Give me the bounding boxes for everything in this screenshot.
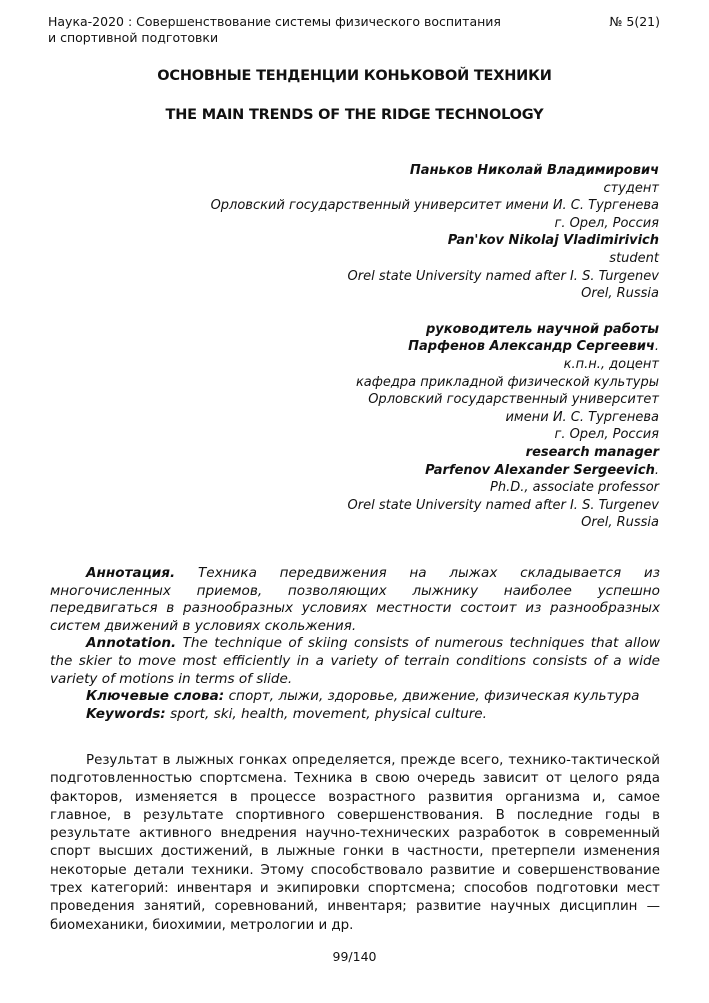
annotation-text-ru: Техника передвижения на лыжах складывается из многочисленных приемов, позволяющих лыжнику наиболее успешно передвигаться в разнообразных условиях местности состоит из разнообразных систем движений в условиях скольжения. (50, 565, 660, 634)
supervisor-affiliation-en: Orel state University named after I. S. Turgenev (347, 497, 659, 513)
supervisor-university-ru-2: имени И. С. Тургенева (505, 409, 659, 425)
author-role-ru: студент (603, 180, 659, 196)
keywords-label-ru: Ключевые слова: (86, 688, 225, 705)
title-russian: ОСНОВНЫЕ ТЕНДЕНЦИИ КОНЬКОВОЙ ТЕХНИКИ (157, 68, 552, 84)
supervisor-label-en: research manager (525, 444, 659, 460)
author-affiliation-ru: Орловский государственный университет имени И. С. Тургенева (210, 198, 659, 214)
issue-number: № 5(21) (609, 14, 660, 29)
supervisor-university-ru-1: Орловский государственный университет (368, 392, 659, 408)
journal-title-line-2: и спортивной подготовки (48, 30, 219, 45)
title-english: THE MAIN TRENDS OF THE RIDGE TECHNOLOGY (165, 107, 544, 123)
keywords-label-en: Keywords: (86, 705, 166, 722)
supervisor-degree-en: Ph.D., associate professor (489, 480, 659, 496)
author-city-ru: г. Орел, Россия (554, 215, 659, 231)
author-city-en: Orel, Russia (581, 286, 659, 302)
keywords-ru (50, 688, 660, 706)
spacer (99, 303, 659, 321)
annotation-label-en: Annotation. (86, 635, 177, 652)
supervisor-name-en-line: Parfenov Alexander Sergeevich. (425, 462, 659, 478)
abstract-section (50, 565, 660, 723)
author-name-ru: Паньков Николай Владимирович (409, 163, 659, 178)
supervisor-name-en: Parfenov Alexander Sergeevich (425, 462, 655, 478)
supervisor-department-ru: кафедра прикладной физической культуры (355, 374, 659, 390)
journal-title (48, 14, 528, 46)
author-role-en: student (609, 250, 659, 266)
keywords-text-en: sport, ski, health, movement, physical culture. (170, 705, 487, 722)
main-text (50, 752, 660, 935)
supervisor-city-ru: г. Орел, Россия (554, 427, 659, 443)
author-affiliation-en: Orel state University named after I. S. Turgenev (347, 268, 659, 284)
annotation-en (50, 635, 660, 688)
annotation-label-ru: Аннотация. (86, 565, 176, 581)
supervisor-city-en: Orel, Russia (581, 515, 659, 531)
journal-title-line-1: Наука-2020 : Совершенствование системы физического воспитания (48, 14, 501, 29)
supervisor-name-ru-line: Парфенов Александр Сергеевич. (408, 339, 659, 355)
page-number: 99/140 (332, 949, 377, 964)
keywords-en (50, 706, 660, 724)
author-block (99, 162, 659, 532)
author-name-en: Pan'kov Nikolaj Vladimirivich (447, 233, 659, 249)
annotation-ru (50, 565, 660, 635)
annotation-text-en: The technique of skiing consists of numerous techniques that allow the skier to move most efficiently in a variety of terrain conditions consists of a wide variety of motions in terms of slide. (50, 635, 660, 687)
supervisor-label-ru: руководитель научной работы (426, 321, 659, 337)
body-paragraph: Результат в лыжных гонках определяется, прежде всего, технико-тактической подготовленностью спортсмена. Техника в свою очередь зависит от целого ряда факторов, изменяется в процессе возрастного развития организма и, самое главное, в результате спортивного совершенствования. В последние годы в результате активного внедрения научно-технических разработок в современный спорт высших достижений, в лыжные гонки в частности, претерпели изменения некоторые детали техники. Этому способствовало развитие и совершенствование трех категорий: инвентаря и экипировки спортсмена; способов подготовки мест проведения занятий, соревнований, инвентаря; развитие научных дисциплин — биомеханики, биохимии, метрологии и др. (50, 753, 660, 933)
supervisor-name-ru: Парфенов Александр Сергеевич (408, 339, 655, 355)
supervisor-degree-ru: к.п.н., доцент (563, 356, 659, 372)
keywords-text-ru: спорт, лыжи, здоровье, движение, физическая культура (228, 688, 640, 705)
